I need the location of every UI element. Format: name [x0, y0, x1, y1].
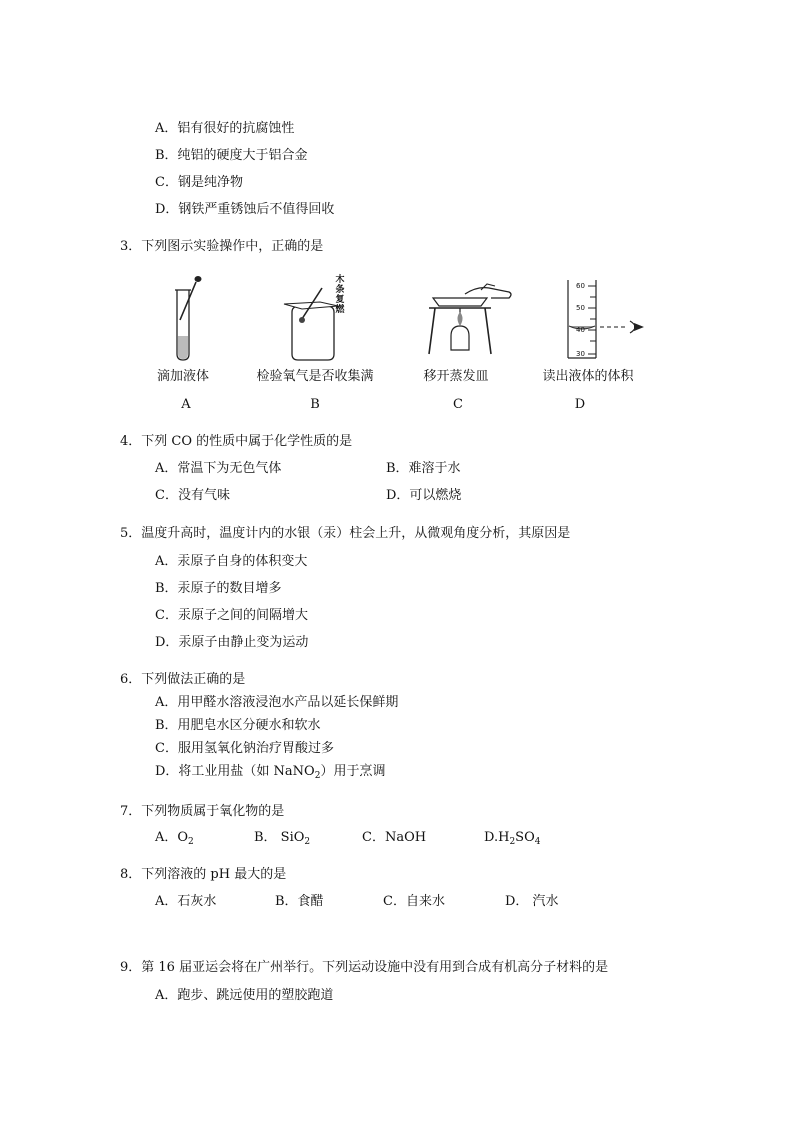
q4-option-a: A．常温下为无色气体	[155, 461, 282, 476]
q6-option-b: B．用肥皂水区分硬水和软水	[155, 718, 321, 733]
figure-d-letter: D	[574, 397, 586, 412]
figure-b-letter: B	[310, 397, 320, 412]
q9-stem: 9．第 16 届亚运会将在广州举行。下列运动设施中没有用到合成有机高分子材料的是	[120, 960, 609, 975]
q5-option-d: D．汞原子由静止变为运动	[155, 635, 309, 650]
q7-option-d: $D.H_2SO_4$	[484, 830, 541, 847]
cylinder-tick-60: 60	[576, 282, 585, 290]
figure-d-caption: 读出液体的体积	[542, 369, 634, 384]
q4-option-b: B．难溶于水	[386, 461, 461, 476]
figure-b-splint-label: 木条复燃	[335, 275, 345, 315]
q8-option-a: A．石灰水	[155, 894, 217, 909]
figure-a-caption: 滴加液体	[156, 369, 209, 384]
cylinder-tick-30: 30	[576, 350, 585, 358]
q2-option-d: D．钢铁严重锈蚀后不值得回收	[155, 202, 335, 217]
q8-option-b: B．食醋	[275, 894, 324, 909]
q8-option-c: C．自来水	[383, 894, 445, 909]
figure-a-letter: A	[181, 397, 191, 412]
figure-c-caption: 移开蒸发皿	[423, 369, 489, 384]
figure-b-oxygen-test	[280, 282, 340, 362]
figure-c-letter: C	[453, 397, 463, 412]
q9-option-a: A．跑步、跳远使用的塑胶跑道	[155, 988, 334, 1003]
figure-d-measuring-cylinder	[560, 278, 652, 362]
cylinder-tick-40: 40	[576, 326, 585, 334]
figure-c-evaporating-dish	[425, 280, 517, 360]
q5-option-c: C．汞原子之间的间隔增大	[155, 608, 308, 623]
q5-stem: 5．温度升高时，温度计内的水银（汞）柱会上升，从微观角度分析，其原因是	[120, 526, 571, 541]
q7-option-c: C．NaOH	[362, 830, 427, 845]
cylinder-tick-50: 50	[576, 304, 585, 312]
q7-stem: 7．下列物质属于氧化物的是	[120, 804, 285, 819]
q6-stem: 6．下列做法正确的是	[120, 672, 246, 687]
q2-option-b: B．纯铝的硬度大于铝合金	[155, 148, 308, 163]
q3-stem: 3．下列图示实验操作中，正确的是	[120, 239, 324, 254]
q5-option-b: B．汞原子的数目增多	[155, 581, 282, 596]
q4-stem: 4．下列 CO 的性质中属于化学性质的是	[120, 434, 353, 449]
q8-stem: 8．下列溶液的 pH 最大的是	[120, 867, 287, 882]
q7-option-a: A．$O_2$	[155, 830, 194, 847]
figure-a-dropping-liquid	[165, 276, 205, 362]
q7-option-b: B． SiO$_2$	[254, 830, 311, 847]
q6-option-c: C．服用氢氧化钠治疗胃酸过多	[155, 741, 334, 756]
q5-option-a: A．汞原子自身的体积变大	[155, 554, 308, 569]
q8-option-d: D． 汽水	[505, 894, 559, 909]
q2-option-c: C．钢是纯净物	[155, 175, 243, 190]
q6-option-d: D．将工业用盐（如 NaNO$_2$）用于烹调	[155, 764, 386, 781]
figure-b-caption: 检验氧气是否收集满	[256, 369, 374, 384]
q4-option-d: D．可以燃烧	[386, 488, 462, 503]
q2-option-a: A．铝有很好的抗腐蚀性	[155, 121, 295, 136]
q4-option-c: C．没有气味	[155, 488, 230, 503]
q6-option-a: A．用甲醛水溶液浸泡水产品以延长保鲜期	[155, 695, 399, 710]
